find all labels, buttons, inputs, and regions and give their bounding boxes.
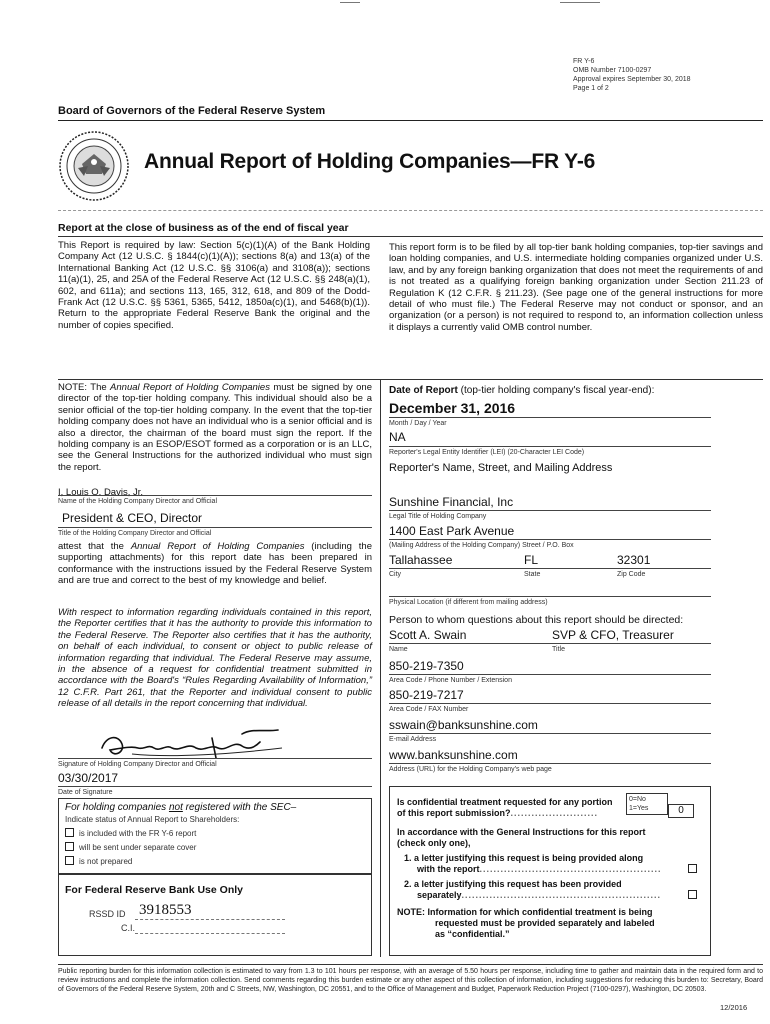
date-of-report-label xyxy=(389,385,654,396)
field-line xyxy=(389,763,711,764)
attest-text: attest that the xyxy=(58,541,131,552)
note-paragraph xyxy=(58,382,372,473)
checkbox[interactable] xyxy=(65,842,74,851)
contact-name-caption: Name xyxy=(389,646,408,653)
note-text: as “confidential.” xyxy=(435,929,510,939)
address-heading: Reporter's Name, Street, and Mailing Address xyxy=(389,462,613,474)
ci-label: C.I. xyxy=(121,923,136,933)
confidential-option-1: 1. a letter justifying this request is being provided along with the report.................................................... xyxy=(404,853,662,874)
yes-label: 1=Yes xyxy=(629,805,649,812)
federal-reserve-seal xyxy=(58,130,130,202)
yes-no-key xyxy=(626,793,668,815)
field-line xyxy=(58,495,372,496)
company-zip[interactable]: 32301 xyxy=(617,553,651,567)
instruction-line: (check only one), xyxy=(397,838,471,848)
field-line xyxy=(389,539,711,540)
signer-prefix: I, xyxy=(58,487,66,498)
confidential-question-text: of this report submission? xyxy=(397,808,511,818)
attest-report-title: Annual Report of Holding Companies xyxy=(130,541,305,552)
signature-line xyxy=(58,758,372,759)
field-line xyxy=(389,596,711,597)
company-website[interactable]: www.banksunshine.com xyxy=(389,748,518,762)
page-title: Annual Report of Holding Companies—FR Y-6 xyxy=(144,150,596,173)
page-number: Page 1 of 2 xyxy=(573,85,609,92)
signer-title-caption: Title of the Holding Company Director and Official xyxy=(58,530,212,537)
section-rule xyxy=(58,379,763,380)
header-rule xyxy=(58,120,763,121)
item-text: with the report xyxy=(417,864,480,874)
agency-name: Board of Governors of the Federal Reserve System xyxy=(58,105,326,117)
footer-rule xyxy=(58,964,763,965)
attest-text: (including the supporting attachments) for this report date has been prepared in conformance with the instructions issued by the Federal Reserve System and are true and correct to the best of my knowledge and belief. xyxy=(58,541,372,587)
company-website-caption: Address (URL) for the Holding Company's web page xyxy=(389,766,552,773)
lei-value[interactable]: NA xyxy=(389,430,406,444)
field-line xyxy=(135,919,285,920)
scan-mark xyxy=(560,2,600,3)
note-label: NOTE: xyxy=(397,907,425,917)
company-state[interactable]: FL xyxy=(524,553,539,567)
confidential-question xyxy=(397,797,625,819)
field-line xyxy=(389,733,711,734)
column-divider xyxy=(380,379,381,957)
date-of-report-title: Date of Report xyxy=(389,385,458,396)
field-line xyxy=(389,510,711,511)
sec-heading xyxy=(65,802,296,813)
contact-phone[interactable]: 850-219-7350 xyxy=(389,659,464,673)
omb-number: OMB Number 7100-0297 xyxy=(573,67,652,74)
form-id-block xyxy=(573,57,763,93)
confidential-question-line: Is confidential treatment requested for any portion xyxy=(397,797,613,807)
field-line xyxy=(135,933,285,934)
form-number: FR Y-6 xyxy=(573,58,595,65)
confidential-question-line: of this report submission?......................... xyxy=(397,808,599,818)
signer-name[interactable]: Louis O. Davis, Jr. xyxy=(65,487,144,498)
contact-title-caption: Title xyxy=(552,646,565,653)
contact-heading: Person to whom questions about this report should be directed: xyxy=(389,614,684,626)
confidential-instruction xyxy=(397,827,646,849)
burden-statement: Public reporting burden for this information collection is estimated to vary from 1.3 to 101 hours per response, with an average of 5.50 hours per response, including time to gather and maintain data in the required form and to review instructions and complete the information collection. Send comments regarding this burden estimate or any other aspect of this collection of information, including suggestions for reducing this burden to: Secretary, Board of Governors of the Federal Reserve System, 20th and C Streets, NW, Washington, DC 20551, and to the Office of Management and Budget, Paperwork Reduction Project (7100-0297), Washington, DC 20503. xyxy=(58,968,763,993)
company-name[interactable]: Sunshine Financial, Inc xyxy=(389,495,514,509)
frb-heading: For Federal Reserve Bank Use Only xyxy=(65,884,243,896)
field-line xyxy=(389,446,711,447)
contact-email[interactable]: sswain@banksunshine.com xyxy=(389,718,538,732)
signature-date[interactable]: 03/30/2017 xyxy=(58,771,119,785)
consent-paragraph: With respect to information regarding individuals contained in this report, the Reporter certifies that it has the authority to provide this information to the Federal Reserve. The Reporter also certifies that it has the authority, on behalf of each individual, to consent or object to public release of information regarding that individual. The Federal Reserve may assume, in the absence of a request for confidential treatment submitted in accordance with the Board's “Rules Regarding Availability of Information,” 12 C.F.R. Part 261, that the Reporter and individual consent to public release of all details in the report concerning that individual. xyxy=(58,607,372,710)
signature-date-caption: Date of Signature xyxy=(58,789,113,796)
title-rule xyxy=(58,210,763,211)
contact-fax[interactable]: 850-219-7217 xyxy=(389,688,464,702)
sec-heading-text: For holding companies xyxy=(65,802,169,813)
checkbox[interactable] xyxy=(65,828,74,837)
city-caption: City xyxy=(389,571,402,578)
signature-caption: Signature of Holding Company Director and Official xyxy=(58,761,217,768)
company-street-caption: (Mailing Address of the Holding Company) Street / P.O. Box xyxy=(389,542,574,549)
note-text: must be signed by one director of the top-tier holding company. This individual should also be a senior official of the top-tier holding company. In the event that the top-tier holding company does not have an individual who is a senior official and is also a director, the chairman of the board must sign the report. If the holding company is an ESOP/ESOT formed as a corporation or is an LLC, see the General Instructions for the authorized individual who must sign the report. xyxy=(58,382,373,473)
date-of-report-value[interactable]: December 31, 2016 xyxy=(389,400,516,416)
note-label: NOTE: xyxy=(58,382,91,393)
sec-option-not-prepared[interactable] xyxy=(65,856,132,866)
field-line xyxy=(389,643,711,644)
state-caption: State xyxy=(524,571,541,578)
date-of-report-suffix: (top-tier holding company's fiscal year-end): xyxy=(457,385,655,396)
field-line xyxy=(58,786,372,787)
attestation-paragraph xyxy=(58,541,372,587)
item-number: 2. xyxy=(404,879,412,889)
company-street[interactable]: 1400 East Park Avenue xyxy=(389,524,515,538)
report-heading-rule xyxy=(58,236,763,237)
sec-option-included[interactable] xyxy=(65,828,196,838)
no-label: 0=No xyxy=(629,796,646,803)
signer-title[interactable]: President & CEO, Director xyxy=(62,511,203,525)
sec-heading-text: registered with the SEC– xyxy=(182,802,297,813)
rssd-label: RSSD ID xyxy=(89,909,126,919)
frb-use-box xyxy=(58,874,372,956)
confidential-option-2: 2. a letter justifying this request has been provided separately......................................................... xyxy=(404,879,662,900)
item-number: 1. xyxy=(404,853,412,863)
report-heading: Report at the close of business as of the end of fiscal year xyxy=(58,222,349,234)
contact-fax-caption: Area Code / FAX Number xyxy=(389,706,469,713)
sec-heading-not: not xyxy=(168,802,183,813)
field-line xyxy=(389,417,711,418)
sec-status-box xyxy=(58,798,372,874)
confidential-treatment-box xyxy=(389,786,711,956)
field-line xyxy=(389,674,711,675)
confidential-option-2-checkbox[interactable] xyxy=(688,890,697,899)
field-line xyxy=(58,527,372,528)
contact-email-caption: E-mail Address xyxy=(389,736,437,743)
contact-title[interactable]: SVP & CFO, Treasurer xyxy=(552,628,674,642)
item-text: a letter justifying this request has been provided xyxy=(414,879,622,889)
scan-mark xyxy=(340,2,360,3)
confidential-note xyxy=(397,907,655,940)
field-line xyxy=(389,568,711,569)
item-text: separately xyxy=(417,890,462,900)
approval-expiry: Approval expires September 30, 2018 xyxy=(573,76,691,83)
signer-name-caption: Name of the Holding Company Director and Official xyxy=(58,498,218,505)
confidential-answer-field[interactable]: 0 xyxy=(668,804,694,818)
date-of-report-caption: Month / Day / Year xyxy=(389,420,447,427)
sec-option-label: is not prepared xyxy=(79,857,133,866)
note-text: The xyxy=(90,382,111,393)
lei-caption: Reporter's Legal Entity Identifier (LEI) (20-Character LEI Code) xyxy=(389,449,585,456)
rssd-value[interactable]: 3918553 xyxy=(139,902,192,918)
sec-option-label: will be sent under separate cover xyxy=(79,843,197,852)
instruction-line: In accordance with the General Instructions for this report xyxy=(397,827,646,837)
sec-option-label: is included with the FR Y-6 report xyxy=(79,829,197,838)
confidential-option-1-checkbox[interactable] xyxy=(688,864,697,873)
contact-name[interactable]: Scott A. Swain xyxy=(389,628,467,642)
company-name-caption: Legal Title of Holding Company xyxy=(389,513,487,520)
contact-phone-caption: Area Code / Phone Number / Extension xyxy=(389,677,512,684)
item-text: a letter justifying this request is being provided along xyxy=(414,853,644,863)
note-text: requested must be provided separately and labeled xyxy=(435,918,655,928)
checkbox[interactable] xyxy=(65,856,74,865)
sec-option-separate[interactable] xyxy=(65,842,196,852)
company-city[interactable]: Tallahassee xyxy=(389,553,453,567)
zip-caption: Zip Code xyxy=(617,571,646,578)
form-revision-date: 12/2016 xyxy=(720,1003,748,1012)
intro-legal-text: This Report is required by law: Section 5(c)(1)(A) of the Bank Holding Company Act (12 U.S.C. § 1844(c)(1)(A)); sections 8(a) and 13(a) of the International Banking Act (12 U.S.C. §§ 3106(a) and 3108(a)); sections 11(a)(1), 25, and 25A of the Federal Reserve Act (12 U.S.C. §§ 248(a)(1), 602, and 611a); and sections 113, 165, 312, 618, and 809 of the Dodd-Frank Act (12 U.S.C. §§ 5361, 5365, 5412, 1850a(c)(1), and 5468(b)(1)). Return to the appropriate Federal Reserve Bank the original and the number of copies specified. xyxy=(58,240,370,331)
note-report-title: Annual Report of Holding Companies xyxy=(110,382,270,393)
sec-subheading: Indicate status of Annual Report to Shareholders: xyxy=(65,815,240,824)
field-line xyxy=(389,703,711,704)
intro-filer-text: This report form is to be filed by all top-tier bank holding companies, top-tier savings and loan holding companies, and U.S. intermediate holding companies organized under U.S. law, and by any foreign banking organization that does not meet the requirements of and is not treated as a qualifying foreign banking organization under Section 211.23 of Regulation K (12 C.F.R. § 211.23). (See page one of the general instructions for more detail of who must file.) The Federal Reserve may not conduct or sponsor, and an organization (or a person) is not required to respond to, an information collection unless it displays a currently valid OMB control number. xyxy=(389,242,763,333)
note-text: Information for which confidential treatment is being xyxy=(427,907,653,917)
physical-location-caption: Physical Location (if different from mailing address) xyxy=(389,599,548,606)
